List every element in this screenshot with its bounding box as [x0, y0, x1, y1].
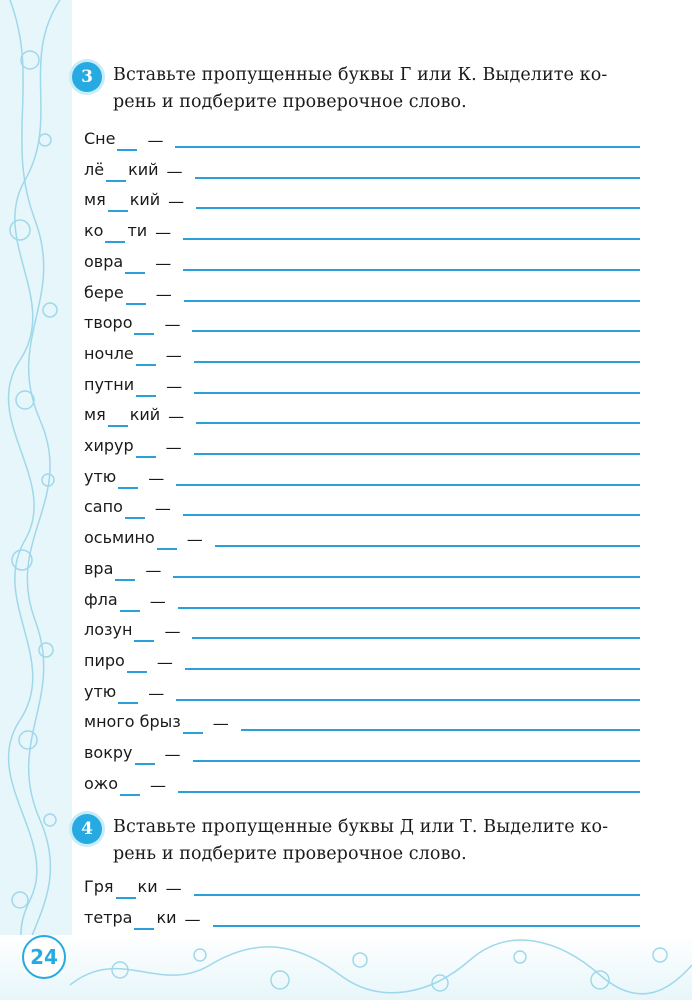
- exercise-row: [84, 183, 640, 213]
- missing-letter-blank[interactable]: [135, 744, 155, 765]
- missing-letter-blank[interactable]: [136, 376, 156, 397]
- exercise-row: [84, 153, 640, 183]
- word-part-before: мя: [84, 190, 106, 210]
- dash: —: [154, 499, 171, 519]
- word-part-before: тетра: [84, 907, 133, 927]
- exercise-row: [84, 429, 640, 459]
- dash: —: [164, 745, 181, 764]
- answer-line[interactable]: [194, 894, 640, 896]
- dash: —: [164, 622, 181, 642]
- missing-letter-blank[interactable]: [108, 191, 128, 212]
- word-part-before: вокру: [84, 743, 133, 762]
- dash: —: [165, 438, 182, 457]
- exercise-row: [84, 337, 640, 367]
- word-part-after: кий: [128, 159, 159, 179]
- word-with-gap: [84, 620, 156, 643]
- word-part-before: лё: [84, 159, 105, 179]
- dash: —: [155, 253, 172, 273]
- word-with-gap: [84, 528, 179, 551]
- word-part-before: Сне: [84, 129, 116, 148]
- bottom-floral-ornament: [0, 935, 692, 1000]
- answer-line[interactable]: [213, 925, 640, 927]
- missing-letter-blank[interactable]: [136, 437, 156, 458]
- answer-line[interactable]: [215, 545, 640, 547]
- answer-line[interactable]: [195, 177, 640, 179]
- word-part-before: лозун: [84, 620, 133, 640]
- word-part-before: мя: [84, 405, 106, 425]
- dash: —: [156, 652, 173, 672]
- word-with-gap: [84, 252, 147, 275]
- word-part-before: путни: [84, 374, 135, 394]
- dash: —: [184, 909, 201, 929]
- answer-line[interactable]: [178, 607, 640, 609]
- word-with-gap: [84, 129, 139, 152]
- word-with-gap: [84, 405, 160, 428]
- missing-letter-blank[interactable]: [183, 713, 203, 734]
- exercise-row: [84, 705, 640, 735]
- left-floral-ornament: [0, 0, 72, 1000]
- dash: —: [149, 591, 166, 611]
- dash: —: [155, 223, 172, 243]
- exercise-row: [84, 368, 640, 398]
- word-with-gap: [84, 743, 157, 766]
- word-part-before: Гря: [84, 877, 114, 896]
- word-part-before: фла: [84, 589, 118, 609]
- word-with-gap: [84, 651, 149, 674]
- answer-line[interactable]: [175, 146, 640, 148]
- answer-line[interactable]: [192, 330, 640, 332]
- exercise-row: [84, 214, 640, 244]
- word-part-before: хирур: [84, 436, 134, 455]
- dash: —: [165, 879, 182, 898]
- dash: —: [166, 376, 183, 396]
- word-part-before: ночле: [84, 343, 134, 363]
- answer-line[interactable]: [176, 484, 640, 486]
- word-with-gap: [84, 908, 177, 931]
- exercise-row: [84, 521, 640, 551]
- answer-line[interactable]: [185, 668, 640, 670]
- word-part-before: ко: [84, 221, 104, 241]
- missing-letter-blank[interactable]: [115, 560, 135, 581]
- missing-letter-blank[interactable]: [134, 314, 154, 335]
- exercise-row: [84, 460, 640, 490]
- answer-line[interactable]: [178, 791, 640, 793]
- exercise-row: [84, 245, 640, 275]
- page-number: 24: [22, 935, 66, 979]
- word-part-before: бере: [84, 282, 124, 302]
- missing-letter-blank[interactable]: [120, 775, 140, 796]
- exercise-row: [84, 276, 640, 306]
- missing-letter-blank[interactable]: [105, 222, 125, 243]
- word-with-gap: [84, 467, 140, 490]
- missing-letter-blank[interactable]: [116, 878, 136, 899]
- word-with-gap: [84, 160, 159, 183]
- word-with-gap: [84, 590, 142, 613]
- dash: —: [165, 345, 182, 365]
- missing-letter-blank[interactable]: [134, 909, 154, 930]
- word-with-gap: [84, 283, 148, 306]
- answer-line[interactable]: [176, 699, 640, 701]
- word-part-before: вра: [84, 558, 114, 578]
- word-part-before: сапо: [84, 497, 123, 517]
- word-part-after: ки: [156, 907, 177, 927]
- exercise-3-text-line2: рень и подберите проверочное слово.: [113, 92, 467, 112]
- answer-line[interactable]: [183, 514, 640, 516]
- word-with-gap: [84, 877, 158, 900]
- dash: —: [168, 407, 185, 427]
- answer-line[interactable]: [196, 422, 640, 424]
- word-part-before: осьмино: [84, 528, 155, 548]
- missing-letter-blank[interactable]: [108, 406, 128, 427]
- missing-letter-blank[interactable]: [136, 345, 156, 366]
- word-with-gap: [84, 190, 160, 213]
- exercise-4-number-badge: 4: [72, 814, 102, 844]
- missing-letter-blank[interactable]: [120, 591, 140, 612]
- answer-line[interactable]: [194, 361, 640, 363]
- dash: —: [164, 315, 181, 335]
- exercise-row: [84, 122, 640, 152]
- answer-line[interactable]: [193, 760, 640, 762]
- dash: —: [166, 161, 183, 181]
- exercise-row: [84, 675, 640, 705]
- missing-letter-blank[interactable]: [157, 529, 177, 550]
- word-part-before: много брыз: [84, 712, 181, 732]
- answer-line[interactable]: [194, 453, 640, 455]
- word-with-gap: [84, 375, 158, 398]
- missing-letter-blank[interactable]: [127, 652, 147, 673]
- missing-letter-blank[interactable]: [106, 161, 126, 182]
- answer-line[interactable]: [173, 576, 640, 578]
- exercise-4-text-line1: Вставьте пропущенные буквы Д или Т. Выделите ко-: [113, 817, 609, 837]
- dash: —: [168, 192, 185, 212]
- word-part-after: ти: [127, 221, 148, 241]
- word-part-before: пиро: [84, 650, 125, 670]
- dash: —: [212, 714, 229, 734]
- exercise-3-text-line1: Вставьте пропущенные буквы Г или К. Выделите ко-: [113, 65, 608, 85]
- answer-line[interactable]: [183, 269, 640, 271]
- missing-letter-blank[interactable]: [118, 468, 138, 489]
- exercise-row: [84, 583, 640, 613]
- exercise-row: [84, 644, 640, 674]
- answer-line[interactable]: [196, 207, 640, 209]
- dash: —: [150, 775, 166, 795]
- word-with-gap: [84, 436, 158, 459]
- exercise-row: [84, 398, 640, 428]
- dash: —: [186, 530, 203, 550]
- exercise-row: [84, 306, 640, 336]
- dash: —: [148, 468, 165, 488]
- exercise-row: [84, 767, 640, 797]
- exercise-row: [84, 552, 640, 582]
- word-with-gap: [84, 774, 142, 797]
- exercise-row: [84, 901, 640, 931]
- exercise-3-instructions: [113, 62, 673, 116]
- exercise-row: [84, 613, 640, 643]
- exercise-row: [84, 736, 640, 766]
- missing-letter-blank[interactable]: [125, 498, 145, 519]
- answer-line[interactable]: [241, 729, 640, 731]
- missing-letter-blank[interactable]: [126, 284, 146, 305]
- word-part-after: кий: [129, 190, 161, 210]
- dash: —: [148, 683, 165, 703]
- word-with-gap: [84, 712, 205, 735]
- answer-line[interactable]: [184, 300, 640, 302]
- word-part-before: утю: [84, 681, 117, 701]
- answer-line[interactable]: [192, 637, 640, 639]
- word-part-before: овра: [84, 251, 124, 271]
- missing-letter-blank[interactable]: [125, 253, 145, 274]
- exercise-4-instructions: [113, 814, 673, 868]
- dash: —: [145, 560, 162, 580]
- exercise-row: [84, 490, 640, 520]
- answer-line[interactable]: [183, 238, 640, 240]
- exercise-row: [84, 870, 640, 900]
- dash: —: [147, 131, 164, 150]
- word-part-before: творо: [84, 313, 133, 333]
- missing-letter-blank[interactable]: [117, 130, 137, 151]
- exercise-4-text-line2: рень и подберите проверочное слово.: [113, 844, 467, 864]
- word-part-before: утю: [84, 466, 117, 486]
- word-with-gap: [84, 559, 137, 582]
- word-with-gap: [84, 221, 147, 244]
- missing-letter-blank[interactable]: [118, 683, 138, 704]
- word-with-gap: [84, 497, 147, 520]
- word-part-after: кий: [129, 405, 161, 425]
- exercise-3-number-badge: 3: [72, 62, 102, 92]
- word-with-gap: [84, 344, 158, 367]
- dash: —: [155, 284, 172, 304]
- word-part-before: ожо: [84, 773, 118, 793]
- word-with-gap: [84, 682, 140, 705]
- word-part-after: ки: [137, 877, 158, 896]
- answer-line[interactable]: [194, 392, 640, 394]
- word-with-gap: [84, 313, 156, 336]
- missing-letter-blank[interactable]: [134, 621, 154, 642]
